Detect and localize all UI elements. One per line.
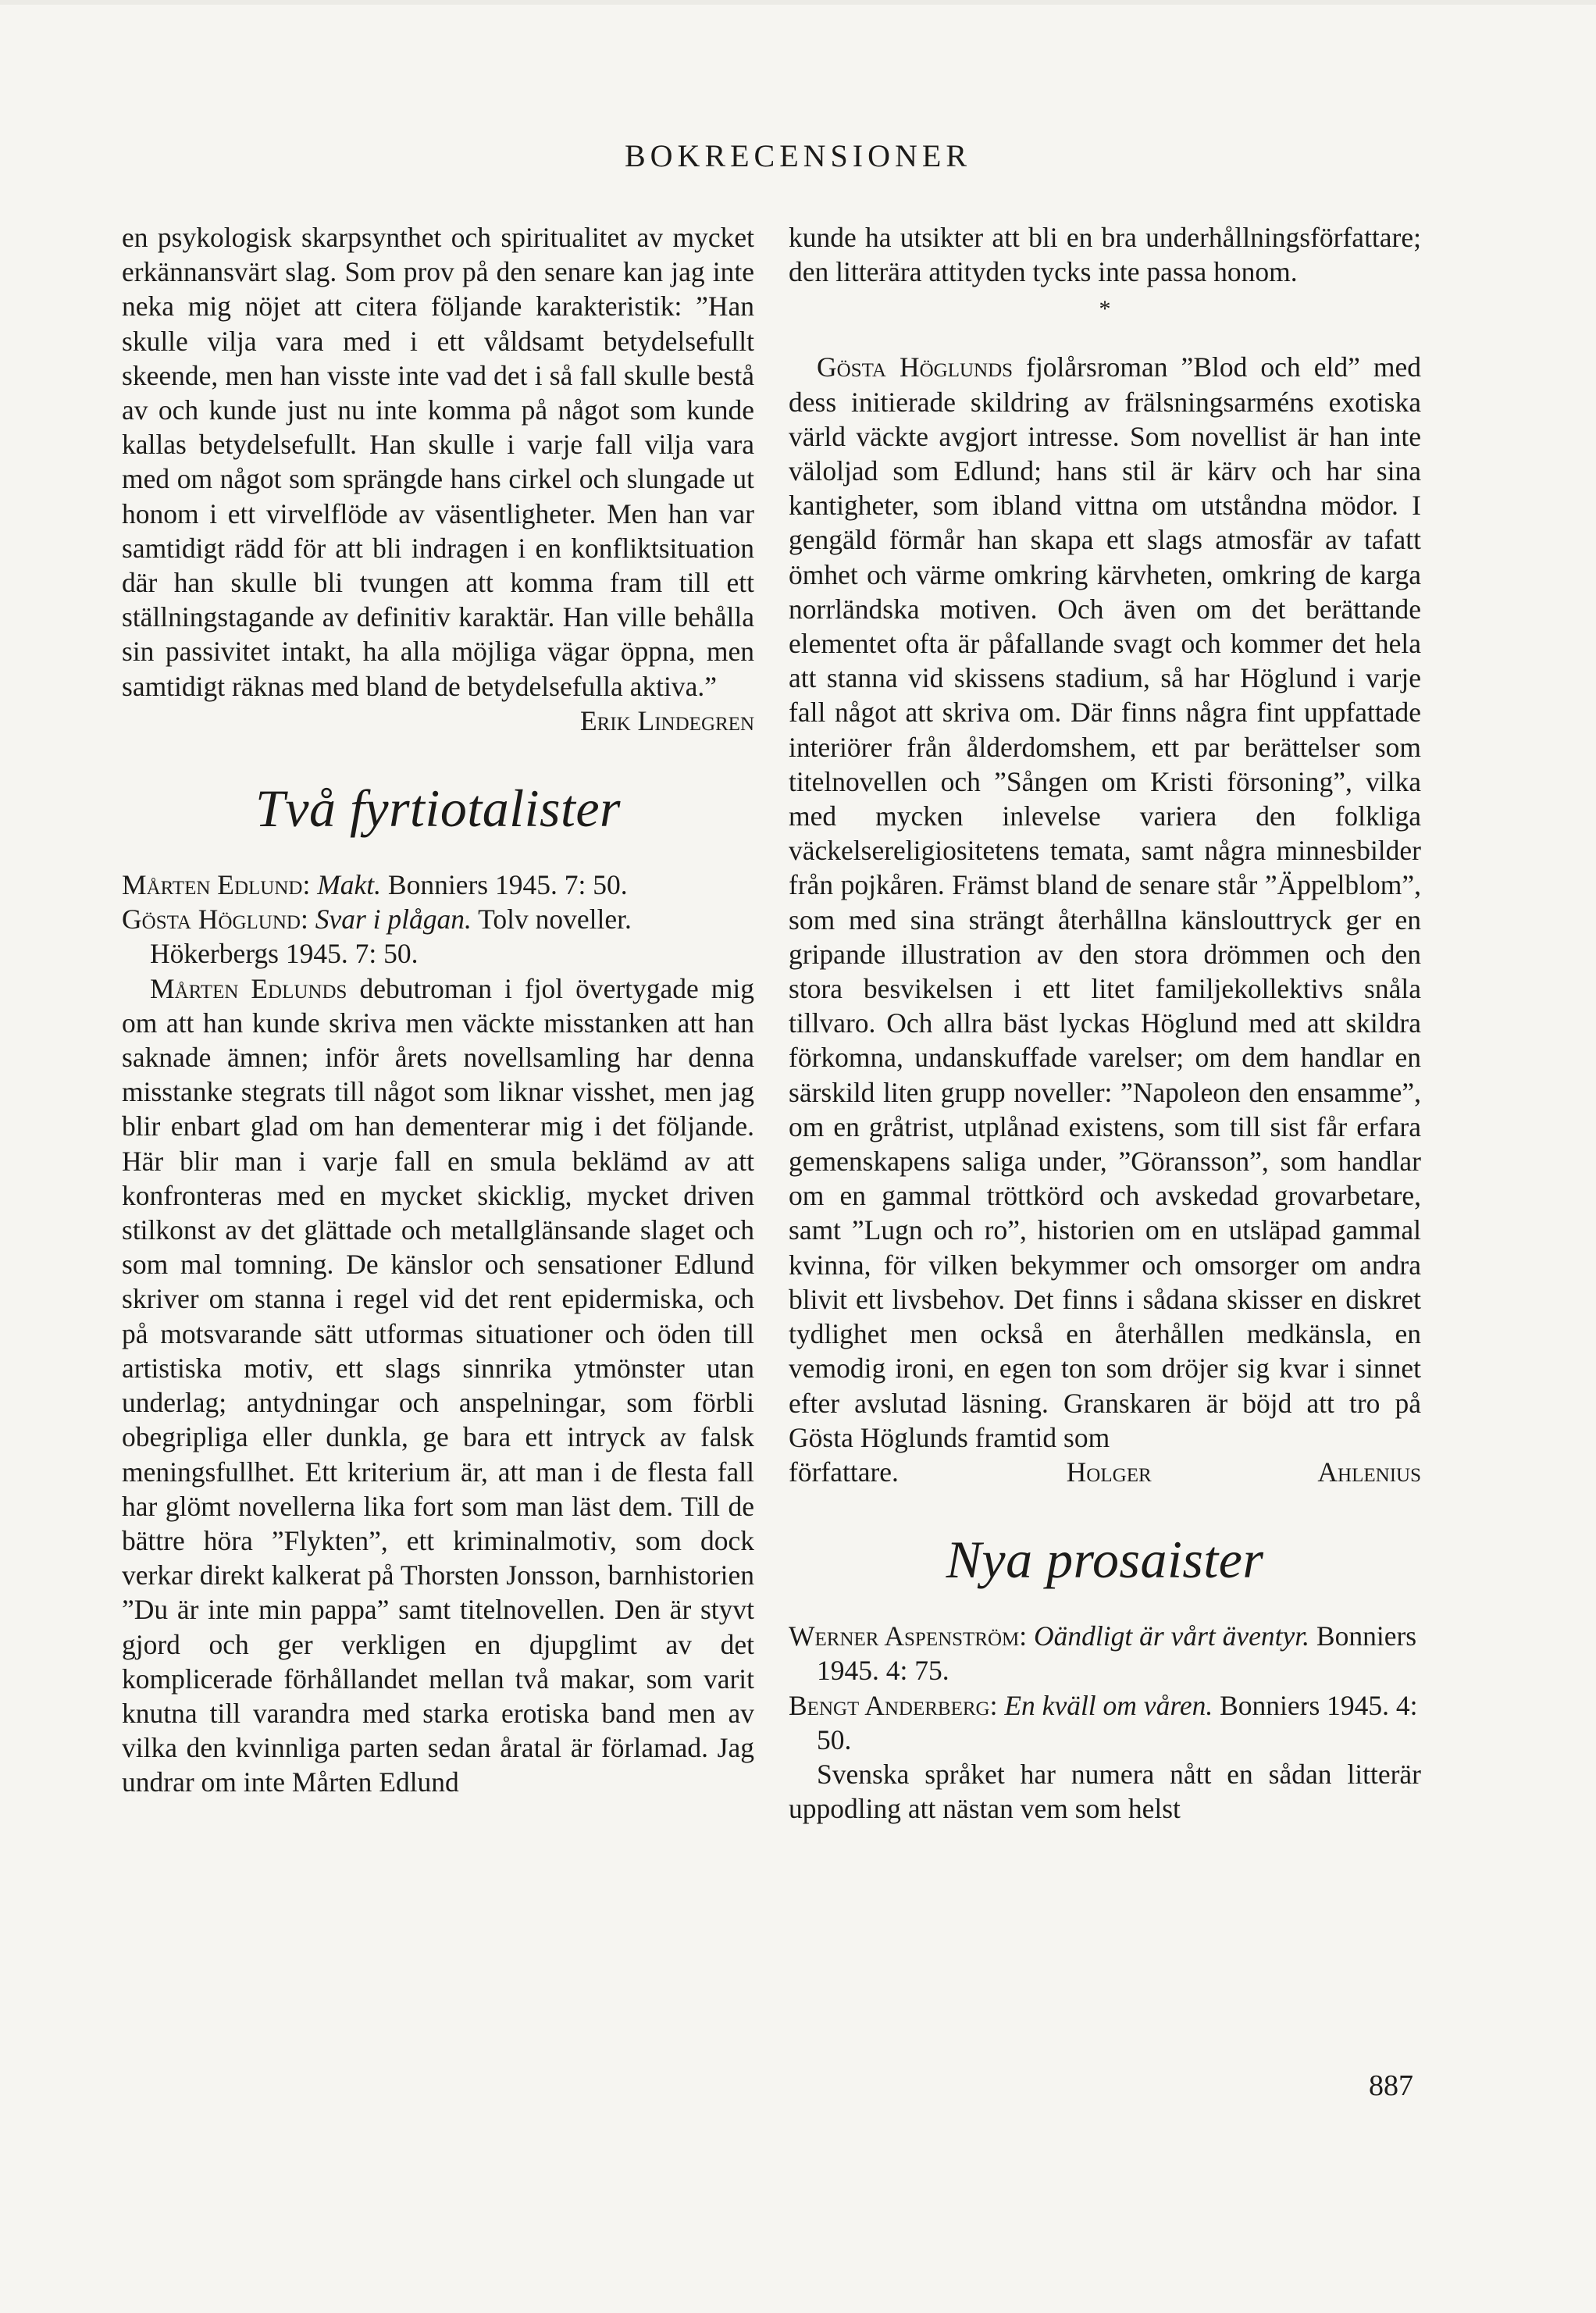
- book-author: Werner Aspenström: [789, 1620, 1020, 1652]
- book-author: Bengt Anderberg: [789, 1689, 990, 1721]
- book-publisher: Tolv noveller. Hökerbergs 1945. 7: 50.: [150, 903, 632, 970]
- bibliography-entry: [789, 1688, 1421, 1757]
- bibliography-entry: [122, 902, 754, 971]
- review-hoglund: [789, 350, 1421, 1455]
- review-lead-author: Gösta Höglunds: [817, 351, 1014, 383]
- colon: :: [300, 903, 315, 936]
- space: [1309, 1620, 1316, 1652]
- section-title-fyrtiotalister: Två fyrtiotalister: [255, 779, 621, 839]
- section-separator: *: [1099, 296, 1111, 323]
- running-head: BOKRECENSIONER: [624, 138, 972, 173]
- opening-paragraph-text: en psykologisk skarpsynthet och spiritualitet av mycket erkännansvärt slag. Som prov på den senare kan jag inte neka mig nöjet att citera följande karakteristik: ”Han skulle vilja vara med i ett våldsamt betydelsefullt skeende, men han visste inte vad det i så fall skulle bestå av och kunde just nu inte komma på något som kunde kallas betydelsefullt. Han skulle i varje fall vilja vara med om något som sprängde hans cirkel och slungade ut honom i ett virvelflöde av väsentligheter. Men han var samtidigt rädd för att bli indragen i en konfliktsituation där han skulle bli tvungen att komma fram till ett ställningstagande av definitiv karaktär. Han ville behålla sin passivitet intakt, ha alla möjliga vägar öppna, men samtidigt räknas med bland de betydelsefulla aktiva.”: [122, 222, 754, 702]
- review-body: fjolårsroman ”Blod och eld” med dess initierade skildring av frälsningsarméns exotiska värld väckte avgjort intresse. Som novellist är han inte välоljad som Edlund; hans stil är kärv och har sina kantigheter, som ibland vittna om utståndna mödor. I gengäld förmår han skapa ett slags atmosfär av tafatt ömhet och värme omkring kärvheten, omkring de karga norrländska motiven. Och även om det berättande elementet ofta är påfallande svagt och kommer det hela att stanna vid skissens stadium, så har Höglund i varje fall något att skriva om. Där finns några fint uppfattade interiörer från ålderdomshem, ett par berättelser som titelnovellen och ”Sången om Kristi försoning”, vilka med mycken inlevelse variera den folkliga väckelsereligiositetens temata, samt några minnesbilder från pojkåren. Främst bland de senare står ”Äppelblom”, som med sina strängt återhållna känslouttryck ger en gripande illustration av den stora drömmen och den stora besvikelsen i ett litet familjekollektivs snåla tillvaro. Och allra bäst lyckas Höglund med att skildra förkomna, undanskuffade varelser; om dem handlar en särskild liten grupp noveller: ”Napoleon den ensamme”, om en gråtrist, utplånad existens, som till sist får erfara gemenskapens saliga under, ”Göransson”, som handlar om en gammal tröttkörd och avskedad grovarbetare, samt ”Lugn och ro”, historien om en utsläpad gammal kvinna, för vilken bekymmer och omsorger om andra blivit ett livsbehov. Det finns i sådana skisser en diskret tydlighet men också en återhållen medkänsla, en vemodig ironi, en egen ton som dröjer sig kvar i sinnet efter avslutad läsning. Granskaren är böjd att tro på Gösta Höglunds framtid som: [789, 351, 1422, 1453]
- book-title: Makt.: [317, 869, 382, 901]
- book-author: Mårten Edlund: [122, 869, 303, 901]
- space: [381, 869, 388, 900]
- colon: :: [302, 869, 318, 901]
- book-publisher: Bonniers 1945. 4: 50.: [817, 1689, 1418, 1755]
- continuation-paragraph: [789, 220, 1421, 289]
- book-title: Svar i plågan.: [315, 903, 472, 936]
- signature-line: [789, 1455, 1421, 1489]
- page-edge: [0, 0, 1596, 5]
- space: [1213, 1690, 1220, 1721]
- book-author: Gösta Höglund: [122, 903, 301, 936]
- right-column: [789, 220, 1421, 1826]
- space: [472, 903, 478, 935]
- last-word: författare.: [789, 1456, 899, 1488]
- signature-lindegren: Erik Lindegren: [579, 704, 754, 736]
- left-column: [122, 220, 754, 1800]
- continuation-text: kunde ha utsikter att bli en bra underhållningsförfattare; den litterära attityden tycks inte passa honom.: [789, 222, 1421, 288]
- opening-paragraph: [122, 220, 754, 704]
- colon: :: [989, 1689, 1005, 1721]
- review-prosaister: [789, 1757, 1421, 1826]
- book-title: Oändligt är vårt äventyr.: [1034, 1620, 1310, 1652]
- bibliography-entry: [789, 1619, 1421, 1688]
- signature-ahlenius: Holger Ahlenius: [1066, 1456, 1421, 1488]
- review-body: debutroman i fjol övertygade mig om att han kunde skriva men väckte misstanken att han saknade ämnen; inför årets novellsamling har denna misstanke stegrats till något som liknar visshet, men jag blir enbart glad om han dementerar mig i det följande. Här blir man i varje fall en smula beklämd av att konfronteras med en mycket skicklig, mycket driven stilkonst av det glättade och metallglänsande slaget och som mal tomning. De känslor och sensationer Edlund skriver om stanna i regel vid det rent epidermiska, och på motsvarande sätt utformas situationer och öden till artistiska motiv, ett slags sinnrika ytmönster utan underlag; antydningar och anspelningar, som förbli obegripliga eller dunkla, ge bara ett intryck av falsk meningsfullhet. Ett kriterium är, att man i de flesta fall har glömt novellerna lika fort som man läst dem. Till de bättre höra ”Flykten”, ett kriminalmotiv, som dock verkar direkt kalkerat på Thorsten Jonsson, barnhistorien ”Du är inte min pappa” samt titelnovellen. Den är styvt gjord och ger verkligen en djupglimt av det komplicerade förhållandet mellan två makar, som varit knutna till varandra med starka erotiska band men av vilka den kvinnliga parten sedan åratal är förlamad. Jag undrar om inte Mårten Edlund: [122, 972, 755, 1798]
- book-publisher: Bonniers 1945. 4: 75.: [817, 1620, 1417, 1687]
- page-number: 887: [1369, 2069, 1413, 2102]
- review-lead-author: Mårten Edlunds: [150, 972, 347, 1004]
- section-title-prosaister: Nya prosaister: [946, 1530, 1264, 1590]
- review-edlund: [122, 971, 754, 1800]
- book-publisher: Bonniers 1945. 7: 50.: [387, 869, 628, 901]
- colon: :: [1019, 1620, 1035, 1652]
- bibliography-entry: [122, 868, 754, 902]
- review-body: Svenska språket har numera nått en sådan litterär uppodling att nästan vem som helst: [789, 1758, 1421, 1825]
- book-title: En kväll om våren.: [1004, 1689, 1213, 1721]
